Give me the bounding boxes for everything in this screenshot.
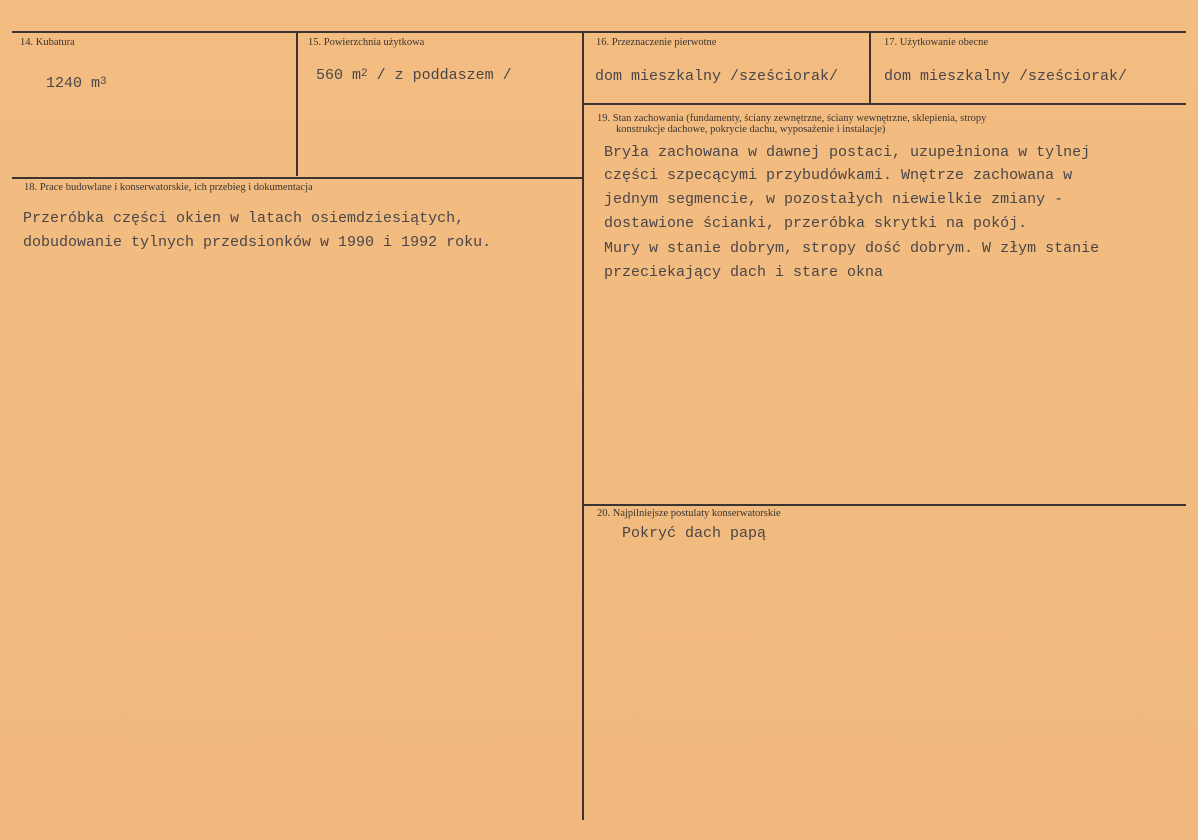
field-19-line-3: jednym segmencie, w pozostałych niewielkie zmiany - xyxy=(604,191,1064,208)
divider-row-14-18 xyxy=(12,177,584,179)
field-20-value: Pokryć dach papą xyxy=(622,525,767,542)
divider-row-17-19 xyxy=(584,103,1186,105)
field-19-line-6: przeciekający dach i stare okna xyxy=(604,264,884,281)
top-border xyxy=(12,31,1186,33)
field-14-value xyxy=(46,72,107,98)
field-18-line-2: dobudowanie tylnych przedsionków w 1990 i 1992 roku. xyxy=(23,234,492,251)
area-exponent: 2 xyxy=(361,68,368,80)
field-16-value: dom mieszkalny /sześciorak/ xyxy=(595,68,839,85)
divider-15-16 xyxy=(582,32,584,820)
field-18-label: 18. Prace budowlane i konserwatorskie, ich przebieg i dokumentacja xyxy=(24,182,313,193)
field-15-label: 15. Powierzchnia użytkowa xyxy=(308,37,425,48)
field-17-value: dom mieszkalny /sześciorak/ xyxy=(884,68,1128,85)
field-14-label: 14. Kubatura xyxy=(20,37,75,48)
divider-16-17 xyxy=(869,32,871,104)
area-note: / z poddaszem / xyxy=(367,67,512,84)
field-15-value xyxy=(316,64,512,90)
field-18-line-1: Przeróbka części okien w latach osiemdziesiątych, xyxy=(23,210,465,227)
field-19-line-2: części szpecącymi przybudówkami. Wnętrze zachowana w xyxy=(604,167,1073,184)
area-value: 560 m xyxy=(316,67,362,84)
field-19-label-1: 19. Stan zachowania (fundamenty, ściany zewnętrzne, ściany wewnętrzne, sklepienia, stropy xyxy=(597,113,987,124)
kubatura-exponent: 3 xyxy=(100,76,107,88)
field-19-line-4: dostawione ścianki, przeróbka skrytki na pokój. xyxy=(604,215,1028,232)
field-19-line-1: Bryła zachowana w dawnej postaci, uzupełniona w tylnej xyxy=(604,144,1091,161)
field-19-label-2: konstrukcje dachowe, pokrycie dachu, wyposażenie i instalacje) xyxy=(616,124,886,135)
field-16-label: 16. Przeznaczenie pierwotne xyxy=(596,37,717,48)
field-17-label: 17. Użytkowanie obecne xyxy=(884,37,989,48)
kubatura-value: 1240 m xyxy=(46,75,101,92)
divider-row-19-20 xyxy=(584,504,1186,506)
divider-14-15 xyxy=(296,32,298,176)
field-20-label: 20. Najpilniejsze postulaty konserwatorskie xyxy=(597,508,781,519)
field-19-line-5: Mury w stanie dobrym, stropy dość dobrym. W złym stanie xyxy=(604,240,1100,257)
